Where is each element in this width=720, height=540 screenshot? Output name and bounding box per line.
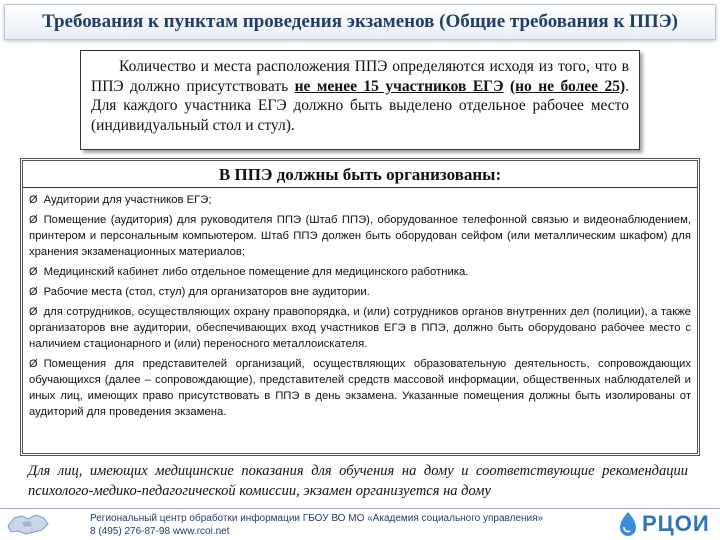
divider	[23, 187, 697, 188]
arrow-bullet-icon: Ø	[29, 194, 38, 206]
requirements-box	[20, 158, 700, 456]
region-map-icon	[4, 512, 52, 536]
footer-divider	[0, 508, 720, 509]
list-item-text: Аудитории для участников ЕГЭ;	[43, 194, 212, 206]
list-item	[29, 264, 691, 280]
arrow-bullet-icon: Ø	[29, 214, 38, 226]
arrow-bullet-icon: Ø	[29, 286, 38, 298]
home-exam-note: Для лиц, имеющих медицинские показания для обучения на дому и соответствующие рекомендации психолого-медико-педагогической комиссии, экзамен организуется на дому	[28, 463, 688, 499]
rcoi-logo	[618, 510, 718, 538]
page-title: Требования к пунктам проведения экзаменов (Общие требования к ППЭ)	[42, 11, 678, 32]
logo-text: РЦОИ	[642, 511, 710, 536]
requirements-heading: В ППЭ должны быть организованы:	[218, 165, 502, 184]
footer-info	[90, 512, 560, 538]
list-item-text: Помещения для представителей организаций, осуществляющих образовательную деятельность, сопровождающих обучающихся (далее – сопровождающие), представителей средств массовой информации, общественных наблюдателей и иных лиц, имеющих право присутствовать в ППЭ в день экзамена. Указанные помещения должны быть изолированы от аудиторий для проведения экзамена.	[29, 358, 691, 418]
requirements-list	[29, 192, 691, 420]
list-item	[29, 356, 691, 420]
footer-org: Региональный центр обработки информации ГБОУ ВО МО «Академия социального управления»	[90, 513, 544, 524]
list-item	[29, 192, 691, 208]
list-item	[29, 212, 691, 260]
footer-contacts: 8 (495) 276-87-98 www.rcoi.net	[90, 526, 230, 537]
intro-text-1: Количество и места расположения ППЭ определяются исходя из того, что в ППЭ должно присутствовать	[91, 58, 629, 95]
list-item	[29, 304, 691, 352]
rcoi-logo-icon	[618, 511, 638, 537]
list-item-text: Медицинский кабинет либо отдельное помещение для медицинского работника.	[43, 266, 469, 278]
intro-emphasis-participants: не менее 15 участников ЕГЭ	[294, 77, 504, 95]
arrow-bullet-icon: Ø	[29, 358, 38, 370]
title-bar	[4, 4, 716, 40]
intro-box	[80, 50, 640, 150]
list-item-text: для сотрудников, осуществляющих охрану правопорядка, и (или) сотрудников органов внутренних дел (полиции), а также организаторов вне аудитории, обеспечивающих вход участников ЕГЭ в ППЭ, должно быть оборудовано рабочее место с наличием стационарного и (или) переносного металлоискателя.	[29, 306, 691, 350]
intro-emphasis-max: (но не более 25)	[509, 77, 626, 95]
arrow-bullet-icon: Ø	[29, 306, 38, 318]
arrow-bullet-icon: Ø	[29, 266, 38, 278]
list-item-text: Рабочие места (стол, стул) для организаторов вне аудитории.	[43, 286, 370, 298]
list-item-text: Помещение (аудитория) для руководителя ППЭ (Штаб ППЭ), оборудованное телефонной связью и видеонаблюдением, принтером и персональным компьютером. Штаб ППЭ должен быть оборудован сейфом (или металлическим шкафом) для хранения экзаменационных материалов;	[29, 214, 691, 258]
intro-text-3: . Для каждого участника ЕГЭ должно быть выделено отдельное рабочее место (индивидуальный стол и стул).	[91, 77, 629, 134]
list-item	[29, 284, 691, 300]
